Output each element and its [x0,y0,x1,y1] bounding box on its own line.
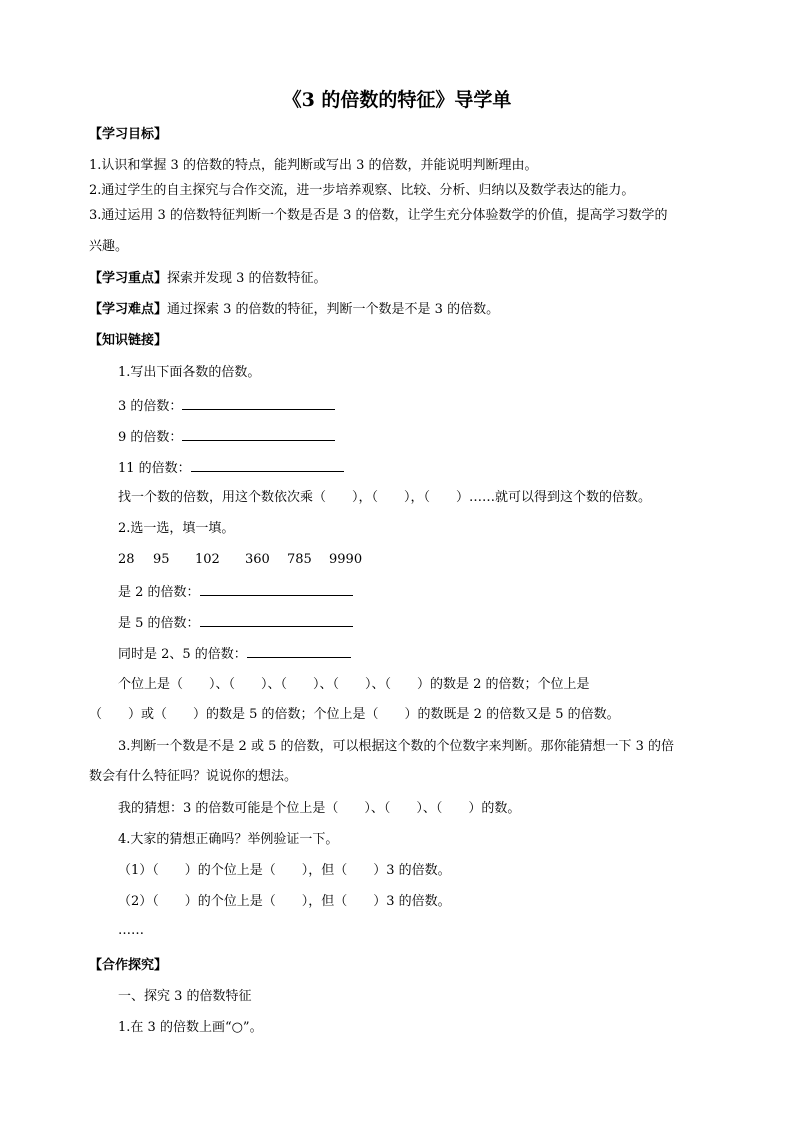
difficulty-header: 【学习难点】 [89,302,168,317]
key-point-header: 【学习重点】 [89,271,168,286]
difficulty-text: 通过探索 3 的倍数的特征，判断一个数是不是 3 的倍数。 [167,302,500,317]
difficulty [89,301,499,319]
multiples-of-9-row [118,427,335,447]
multiples-of-9-label: 9 的倍数： [118,430,183,445]
answer-blank[interactable] [191,458,344,472]
multiples-of-5-row [118,613,353,633]
multiples-of-2-label: 是 2 的倍数： [118,585,200,600]
multiples-of-11-row [118,458,344,478]
explore-step-1: 1.在 3 的倍数上画“○”。 [118,1020,263,1035]
number-item: 102 [195,552,220,567]
question-1: 1.写出下面各数的倍数。 [118,365,261,380]
verify-example-2: （2）（ ）的个位上是（ ），但（ ）3 的倍数。 [118,894,451,909]
objectives-header: 【学习目标】 [89,127,168,142]
ellipsis: …… [118,923,144,938]
number-item: 28 [118,552,135,567]
answer-blank[interactable] [247,644,351,658]
answer-blank[interactable] [182,396,335,410]
question-4: 4.大家的猜想正确吗？举例验证一下。 [118,832,339,847]
multiples-of-11-label: 11 的倍数： [118,461,191,476]
key-point [89,270,327,288]
multiples-of-2-row [118,582,353,602]
number-item: 9990 [329,552,363,567]
units-digit-fill-line-2: （ ）或（ ）的数是 5 的倍数；个位上是（ ）的数既是 2 的倍数又是 5 的倍数。 [89,707,620,722]
my-guess: 我的猜想：3 的倍数可能是个位上是（ ）、（ ）、（ ）的数。 [118,801,521,816]
number-item: 785 [287,552,312,567]
objective-item-1: 1.认识和掌握 3 的倍数的特点，能判断或写出 3 的倍数，并能说明判断理由。 [89,158,538,173]
multiples-of-3-label: 3 的倍数： [118,399,183,414]
explore-header: 【合作探究】 [89,958,168,973]
verify-example-1: （1）（ ）的个位上是（ ），但（ ）3 的倍数。 [118,863,451,878]
objective-item-3-cont: 兴趣。 [89,239,129,254]
multiples-hint: 找一个数的倍数，用这个数依次乘（ ），（ ），（ ）……就可以得到这个数的倍数。 [118,490,652,505]
multiples-of-3-row [118,396,335,416]
multiples-of-2-and-5-label: 同时是 2、5 的倍数： [118,647,247,662]
multiples-of-2-and-5-row [118,644,351,664]
number-item: 95 [153,552,170,567]
answer-blank[interactable] [200,613,353,627]
explore-part-1: 一、探究 3 的倍数特征 [118,989,252,1004]
question-2: 2.选一选，填一填。 [118,521,235,536]
number-list [118,551,362,569]
objective-item-2: 2.通过学生的自主探究与合作交流，进一步培养观察、比较、分析、归纳以及数学表达的能力。 [89,183,635,198]
units-digit-fill-line-1: 个位上是（ ）、（ ）、（ ）、（ ）、（ ）的数是 2 的倍数；个位上是 [118,677,590,692]
question-3-line-1: 3.判断一个数是不是 2 或 5 的倍数，可以根据这个数的个位数字来判断。那你能猜想一下 3 的倍 [118,739,675,754]
key-point-text: 探索并发现 3 的倍数特征。 [167,271,327,286]
page-title: 《3 的倍数的特征》导学单 [282,89,512,111]
objective-item-3: 3.通过运用 3 的倍数特征判断一个数是否是 3 的倍数，让学生充分体验数学的价值，提高学习数学的 [89,208,668,223]
multiples-of-5-label: 是 5 的倍数： [118,616,200,631]
answer-blank[interactable] [182,427,335,441]
links-header: 【知识链接】 [89,333,168,348]
number-item: 360 [245,552,270,567]
answer-blank[interactable] [200,582,353,596]
question-3-line-2: 数会有什么特征吗？说说你的想法。 [89,769,298,784]
